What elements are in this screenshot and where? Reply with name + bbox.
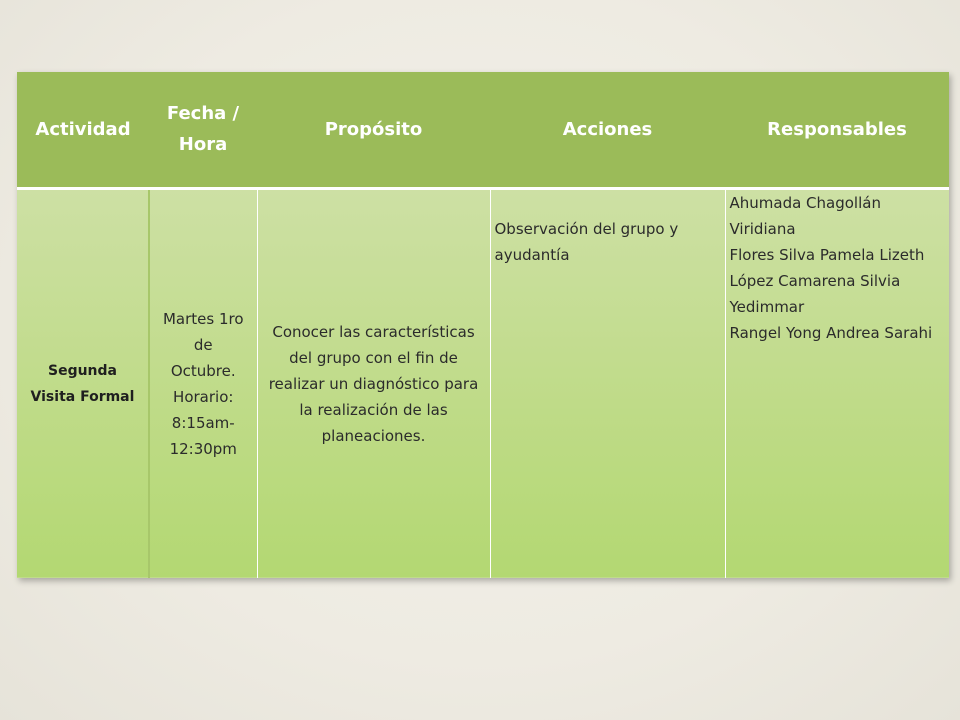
responsables-list	[730, 190, 946, 346]
responsable-name: Flores Silva Pamela Lizeth	[729, 245, 925, 264]
proposito-text: Conocer las características del grupo con el fin de realizar un diagnóstico para la realización de las planeaciones.	[268, 322, 479, 445]
actividad-line1: Segunda	[47, 362, 117, 379]
actividad-line2: Visita Formal	[30, 388, 135, 405]
acciones-text: Observación del grupo y ayudantía	[494, 219, 679, 264]
header-fecha-line2: Hora	[178, 134, 228, 156]
fecha-line: Horario:	[173, 387, 234, 406]
cell-fecha-hora	[149, 188, 257, 578]
header-acciones: Acciones	[490, 72, 725, 188]
cell-proposito	[257, 188, 490, 578]
cell-acciones	[490, 188, 725, 578]
table-header-row	[17, 72, 949, 188]
fecha-line: 12:30pm	[169, 439, 237, 458]
table-row	[17, 188, 949, 578]
cell-responsables	[725, 188, 949, 578]
header-fecha-hora	[149, 72, 257, 188]
fecha-line: Octubre.	[170, 361, 236, 380]
fecha-line: de	[193, 335, 213, 354]
header-responsables: Responsables	[725, 72, 949, 188]
responsable-name: Rangel Yong Andrea Sarahi	[729, 323, 933, 342]
fecha-line: Martes 1ro	[162, 309, 244, 328]
cell-actividad	[17, 188, 149, 578]
header-actividad: Actividad	[17, 72, 149, 188]
header-proposito: Propósito	[257, 72, 490, 188]
activity-plan-table	[17, 72, 949, 578]
responsable-name: Ahumada Chagollán Viridiana	[729, 193, 881, 238]
responsable-name: López Camarena Silvia Yedimmar	[729, 271, 901, 316]
fecha-line: 8:15am-	[171, 413, 235, 432]
header-fecha-line1: Fecha /	[166, 103, 240, 125]
